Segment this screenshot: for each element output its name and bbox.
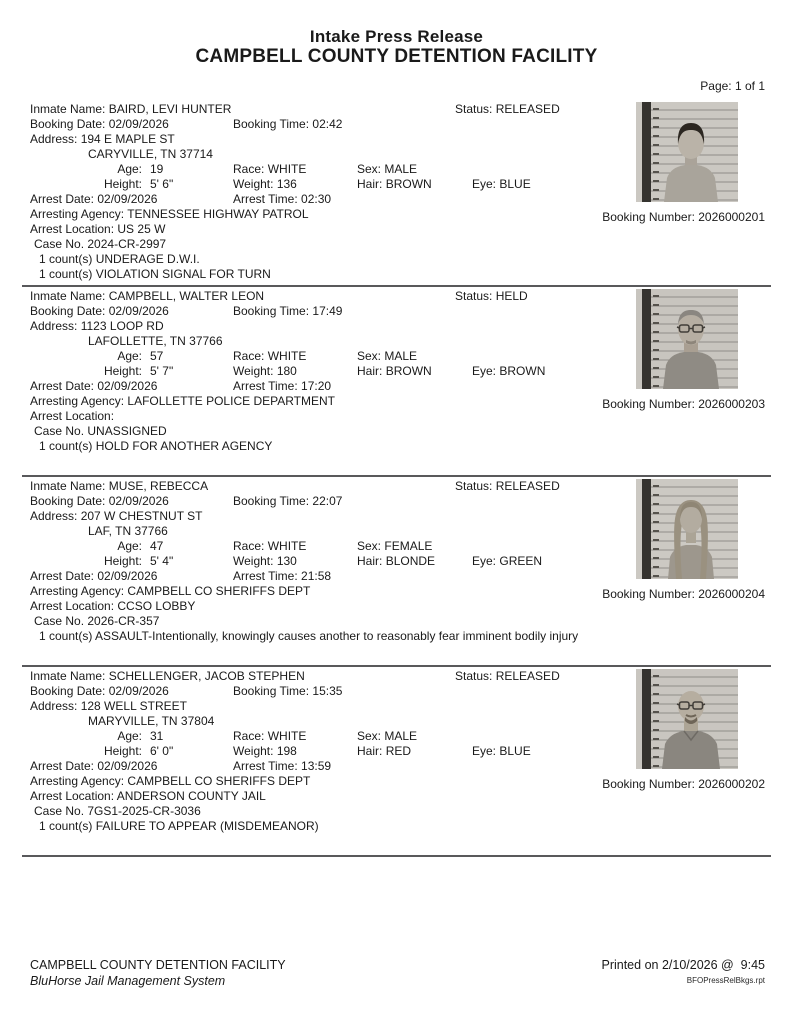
booking-number-value: 2026000202 bbox=[698, 777, 765, 791]
height-label: Height: bbox=[103, 364, 142, 378]
age-label: Age: bbox=[117, 162, 142, 176]
address-city-value: LAF, TN 37766 bbox=[88, 524, 168, 538]
address-city-value: CARYVILLE, TN 37714 bbox=[88, 147, 213, 161]
race-value: WHITE bbox=[267, 162, 307, 176]
booking-time-value: 22:07 bbox=[312, 494, 343, 508]
arresting-agency-label: Arresting Agency: bbox=[30, 394, 125, 408]
address-label: Address: bbox=[30, 319, 78, 333]
status-value: RELEASED bbox=[495, 479, 560, 493]
inmate-name-value: CAMPBELL, WALTER LEON bbox=[108, 289, 265, 303]
eye-value: BLUE bbox=[499, 177, 531, 191]
case-no-value: 2026-CR-357 bbox=[87, 614, 160, 628]
arrest-date-label: Arrest Date: bbox=[30, 569, 95, 583]
case-no-value: UNASSIGNED bbox=[87, 424, 167, 438]
age-value: 31 bbox=[150, 729, 164, 743]
arrest-location-value: US 25 W bbox=[117, 222, 166, 236]
booking-date-label: Booking Date: bbox=[30, 304, 106, 318]
arrest-time-label: Arrest Time: bbox=[233, 569, 298, 583]
footer-print-block bbox=[601, 958, 765, 985]
hair-value: BLONDE bbox=[385, 554, 436, 568]
mugshot-photo bbox=[636, 669, 738, 769]
inmate-name-value: BAIRD, LEVI HUNTER bbox=[108, 102, 232, 116]
race-value: WHITE bbox=[267, 729, 307, 743]
arresting-agency-value: CAMPBELL CO SHERIFFS DEPT bbox=[127, 584, 311, 598]
sex-label: Sex: bbox=[357, 539, 382, 553]
mugshot-photo bbox=[636, 479, 738, 579]
sex-label: Sex: bbox=[357, 729, 382, 743]
height-value: 5' 6" bbox=[150, 177, 174, 191]
case-no-value: 2024-CR-2997 bbox=[87, 237, 167, 251]
page-number: Page: 1 of 1 bbox=[700, 79, 765, 93]
hair-label: Hair: bbox=[357, 744, 383, 758]
address-city-value: LAFOLLETTE, TN 37766 bbox=[88, 334, 223, 348]
race-label: Race: bbox=[233, 539, 265, 553]
status-value: RELEASED bbox=[495, 102, 560, 116]
age-label: Age: bbox=[117, 729, 142, 743]
weight-label: Weight: bbox=[233, 364, 274, 378]
status-label: Status: bbox=[455, 479, 493, 493]
booking-date-label: Booking Date: bbox=[30, 684, 106, 698]
sex-value: MALE bbox=[384, 162, 418, 176]
weight-value: 136 bbox=[276, 177, 297, 191]
footer-facility: CAMPBELL COUNTY DETENTION FACILITY bbox=[30, 958, 286, 972]
inmate-name-value: SCHELLENGER, JACOB STEPHEN bbox=[108, 669, 305, 683]
arresting-agency-value: TENNESSEE HIGHWAY PATROL bbox=[127, 207, 309, 221]
charge-line: 1 count(s) UNDERAGE D.W.I. bbox=[39, 252, 200, 266]
arrest-date-label: Arrest Date: bbox=[30, 192, 95, 206]
arrest-date-value: 02/09/2026 bbox=[97, 569, 158, 583]
hair-label: Hair: bbox=[357, 554, 383, 568]
age-label: Age: bbox=[117, 539, 142, 553]
arresting-agency-label: Arresting Agency: bbox=[30, 207, 125, 221]
eye-label: Eye: bbox=[472, 554, 497, 568]
booking-time-label: Booking Time: bbox=[233, 684, 310, 698]
height-value: 5' 7" bbox=[150, 364, 174, 378]
address-city-value: MARYVILLE, TN 37804 bbox=[88, 714, 215, 728]
booking-time-value: 02:42 bbox=[312, 117, 343, 131]
eye-value: BROWN bbox=[499, 364, 546, 378]
hair-label: Hair: bbox=[357, 177, 383, 191]
booking-time-value: 15:35 bbox=[312, 684, 343, 698]
charge-line: 1 count(s) ASSAULT-Intentionally, knowingly causes another to reasonably fear imminent bodily injury bbox=[39, 629, 579, 643]
inmate-name-label: Inmate Name: bbox=[30, 102, 106, 116]
race-label: Race: bbox=[233, 729, 265, 743]
records-list bbox=[22, 100, 771, 857]
weight-value: 180 bbox=[276, 364, 297, 378]
page-title: Intake Press Release bbox=[309, 27, 484, 46]
status-value: RELEASED bbox=[495, 669, 560, 683]
arrest-location-label: Arrest Location: bbox=[30, 222, 115, 236]
booking-number-value: 2026000201 bbox=[698, 210, 765, 224]
eye-value: GREEN bbox=[499, 554, 543, 568]
height-value: 6' 0" bbox=[150, 744, 174, 758]
hair-value: BROWN bbox=[385, 177, 432, 191]
weight-label: Weight: bbox=[233, 177, 274, 191]
booking-number-label: Booking Number: bbox=[602, 210, 695, 224]
report-filename: BFOPressRelBkgs.rpt bbox=[686, 976, 765, 985]
mugshot-photo bbox=[636, 102, 738, 202]
arrest-time-value: 21:58 bbox=[301, 569, 332, 583]
arrest-date-value: 02/09/2026 bbox=[97, 759, 158, 773]
booking-date-label: Booking Date: bbox=[30, 117, 106, 131]
address-label: Address: bbox=[30, 132, 78, 146]
case-no-label: Case No. bbox=[34, 424, 85, 438]
age-value: 57 bbox=[150, 349, 164, 363]
inmate-record bbox=[22, 667, 771, 857]
status-label: Status: bbox=[455, 102, 493, 116]
mugshot-photo bbox=[636, 289, 738, 389]
booking-number-value: 2026000204 bbox=[698, 587, 765, 601]
arrest-date-label: Arrest Date: bbox=[30, 759, 95, 773]
race-value: WHITE bbox=[267, 539, 307, 553]
weight-label: Weight: bbox=[233, 744, 274, 758]
arresting-agency-label: Arresting Agency: bbox=[30, 774, 125, 788]
age-value: 47 bbox=[150, 539, 164, 553]
address-value: 1123 LOOP RD bbox=[80, 319, 164, 333]
arrest-location-value: CCSO LOBBY bbox=[117, 599, 196, 613]
arrest-time-label: Arrest Time: bbox=[233, 759, 298, 773]
case-no-value: 7GS1-2025-CR-3036 bbox=[87, 804, 201, 818]
age-label: Age: bbox=[117, 349, 142, 363]
status-label: Status: bbox=[455, 289, 493, 303]
arrest-location-label: Arrest Location: bbox=[30, 599, 115, 613]
inmate-name-value: MUSE, REBECCA bbox=[108, 479, 209, 493]
booking-number-label: Booking Number: bbox=[602, 777, 695, 791]
arrest-time-value: 02:30 bbox=[301, 192, 332, 206]
sex-value: MALE bbox=[384, 349, 418, 363]
eye-label: Eye: bbox=[472, 744, 497, 758]
arrest-location-label: Arrest Location: bbox=[30, 789, 115, 803]
height-value: 5' 4" bbox=[150, 554, 174, 568]
arresting-agency-value: CAMPBELL CO SHERIFFS DEPT bbox=[127, 774, 311, 788]
height-label: Height: bbox=[103, 554, 142, 568]
booking-number-value: 2026000203 bbox=[698, 397, 765, 411]
sex-value: MALE bbox=[384, 729, 418, 743]
case-no-label: Case No. bbox=[34, 614, 85, 628]
booking-time-label: Booking Time: bbox=[233, 494, 310, 508]
charge-line: 1 count(s) VIOLATION SIGNAL FOR TURN bbox=[39, 267, 271, 281]
booking-time-value: 17:49 bbox=[312, 304, 343, 318]
arrest-date-value: 02/09/2026 bbox=[97, 379, 158, 393]
weight-value: 130 bbox=[276, 554, 297, 568]
booking-date-label: Booking Date: bbox=[30, 494, 106, 508]
booking-time-label: Booking Time: bbox=[233, 304, 310, 318]
sex-value: FEMALE bbox=[384, 539, 433, 553]
arresting-agency-value: LAFOLLETTE POLICE DEPARTMENT bbox=[127, 394, 336, 408]
eye-label: Eye: bbox=[472, 364, 497, 378]
case-no-label: Case No. bbox=[34, 237, 85, 251]
arrest-time-value: 17:20 bbox=[301, 379, 332, 393]
eye-label: Eye: bbox=[472, 177, 497, 191]
arrest-time-label: Arrest Time: bbox=[233, 192, 298, 206]
case-no-label: Case No. bbox=[34, 804, 85, 818]
address-value: 128 WELL STREET bbox=[80, 699, 187, 713]
status-value: HELD bbox=[495, 289, 528, 303]
booking-number-label: Booking Number: bbox=[602, 587, 695, 601]
arrest-location-label: Arrest Location: bbox=[30, 409, 115, 423]
weight-label: Weight: bbox=[233, 554, 274, 568]
weight-value: 198 bbox=[276, 744, 297, 758]
inmate-record bbox=[22, 287, 771, 477]
sex-label: Sex: bbox=[357, 162, 382, 176]
height-label: Height: bbox=[103, 177, 142, 191]
inmate-name-label: Inmate Name: bbox=[30, 479, 106, 493]
arresting-agency-label: Arresting Agency: bbox=[30, 584, 125, 598]
status-label: Status: bbox=[455, 669, 493, 683]
eye-value: BLUE bbox=[499, 744, 531, 758]
address-value: 207 W CHESTNUT ST bbox=[80, 509, 203, 523]
charge-line: 1 count(s) FAILURE TO APPEAR (MISDEMEANOR) bbox=[39, 819, 319, 833]
hair-label: Hair: bbox=[357, 364, 383, 378]
age-value: 19 bbox=[150, 162, 164, 176]
charge-line: 1 count(s) HOLD FOR ANOTHER AGENCY bbox=[39, 439, 273, 453]
sex-label: Sex: bbox=[357, 349, 382, 363]
inmate-name-label: Inmate Name: bbox=[30, 669, 106, 683]
height-label: Height: bbox=[103, 744, 142, 758]
address-label: Address: bbox=[30, 509, 78, 523]
hair-value: RED bbox=[385, 744, 412, 758]
booking-date-value: 02/09/2026 bbox=[108, 117, 169, 131]
address-value: 194 E MAPLE ST bbox=[80, 132, 175, 146]
facility-title: CAMPBELL COUNTY DETENTION FACILITY bbox=[195, 46, 598, 67]
booking-date-value: 02/09/2026 bbox=[108, 304, 169, 318]
race-value: WHITE bbox=[267, 349, 307, 363]
footer-facility-block bbox=[30, 958, 286, 988]
arrest-location-value: ANDERSON COUNTY JAIL bbox=[116, 789, 266, 803]
arrest-date-label: Arrest Date: bbox=[30, 379, 95, 393]
printed-timestamp: Printed on 2/10/2026 @ 9:45 bbox=[601, 958, 765, 972]
booking-date-value: 02/09/2026 bbox=[108, 684, 169, 698]
hair-value: BROWN bbox=[385, 364, 432, 378]
footer-system-name: BluHorse Jail Management System bbox=[30, 974, 226, 988]
race-label: Race: bbox=[233, 349, 265, 363]
booking-number-label: Booking Number: bbox=[602, 397, 695, 411]
arrest-date-value: 02/09/2026 bbox=[97, 192, 158, 206]
race-label: Race: bbox=[233, 162, 265, 176]
address-label: Address: bbox=[30, 699, 78, 713]
inmate-record bbox=[22, 477, 771, 667]
inmate-name-label: Inmate Name: bbox=[30, 289, 106, 303]
booking-date-value: 02/09/2026 bbox=[108, 494, 169, 508]
booking-time-label: Booking Time: bbox=[233, 117, 310, 131]
inmate-record bbox=[22, 100, 771, 287]
arrest-time-value: 13:59 bbox=[301, 759, 332, 773]
arrest-time-label: Arrest Time: bbox=[233, 379, 298, 393]
